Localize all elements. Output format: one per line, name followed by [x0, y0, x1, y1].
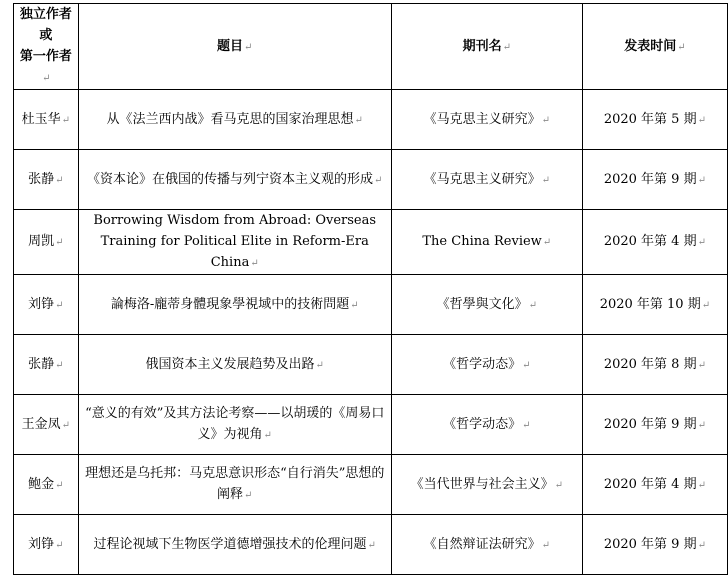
paragraph-mark-icon: ↵ [374, 174, 383, 186]
journal-text: 《自然辩证法研究》 [423, 536, 541, 552]
journal-text: 《当代世界与社会主义》 [410, 476, 554, 492]
paragraph-mark-icon: ↵ [697, 479, 706, 491]
paragraph-mark-icon: ↵ [55, 539, 64, 551]
cell-date [582, 455, 727, 515]
cell-date [582, 515, 727, 575]
paragraph-mark-icon: ↵ [697, 114, 706, 126]
title-text: 过程论视域下生物医学道德增强技术的伦理问题 [93, 536, 367, 552]
paragraph-mark-icon: ↵ [541, 174, 550, 186]
paragraph-mark-icon: ↵ [61, 114, 71, 126]
cell-title [78, 515, 391, 575]
cell-journal [391, 150, 582, 210]
journal-text: 《哲学动态》 [443, 416, 522, 432]
paragraph-mark-icon: ↵ [61, 419, 71, 431]
paragraph-mark-icon: ↵ [250, 258, 259, 269]
paragraph-mark-icon: ↵ [697, 359, 706, 371]
cell-journal [391, 455, 582, 515]
paragraph-mark-icon: ↵ [354, 114, 363, 126]
cell-title [78, 455, 391, 515]
date-text: 2020 年第 8 期 [603, 356, 697, 372]
paragraph-mark-icon: ↵ [554, 479, 563, 491]
title-text: 俄国资本主义发展趋势及出路 [145, 356, 315, 372]
paragraph-mark-icon: ↵ [677, 41, 686, 53]
paragraph-mark-icon: ↵ [528, 299, 537, 311]
cell-author [14, 90, 79, 150]
cell-author [14, 150, 79, 210]
date-text: 2020 年第 4 期 [603, 234, 697, 249]
author-text: 张静 [28, 356, 55, 372]
author-text: 刘铮 [28, 536, 55, 552]
cell-date [582, 395, 727, 455]
header-journal [391, 4, 582, 90]
table-row [14, 150, 728, 210]
author-text: 张静 [28, 171, 55, 187]
paragraph-mark-icon: ↵ [541, 114, 550, 126]
paragraph-mark-icon: ↵ [55, 237, 64, 248]
title-text: 論梅洛-龐蒂身體現象學視域中的技術問題 [110, 296, 350, 312]
date-text: 2020 年第 5 期 [603, 111, 697, 127]
cell-title [78, 90, 391, 150]
date-text: 2020 年第 9 期 [603, 416, 697, 432]
paragraph-mark-icon: ↵ [701, 299, 711, 311]
cell-title [78, 335, 391, 395]
journal-text: 《哲學與文化》 [436, 296, 528, 312]
paragraph-mark-icon: ↵ [522, 359, 531, 371]
journal-text: 《哲学动态》 [443, 356, 522, 372]
header-author-role-line2: 或 [39, 28, 53, 43]
title-text: “意义的有效”及其方法论考察——以胡瑗的《周易口义》为视角 [85, 406, 385, 442]
cell-title [78, 275, 391, 335]
table-row [14, 210, 728, 275]
paragraph-mark-icon: ↵ [697, 419, 706, 431]
cell-date [582, 90, 727, 150]
publications-table [13, 3, 728, 575]
author-text: 杜玉华 [21, 111, 61, 127]
cell-title [78, 210, 391, 275]
cell-date [582, 335, 727, 395]
header-date [582, 4, 727, 90]
cell-author [14, 210, 79, 275]
cell-journal [391, 90, 582, 150]
table-row [14, 395, 728, 455]
header-date-text: 发表时间 [624, 38, 677, 54]
table-row [14, 455, 728, 515]
date-text: 2020 年第 10 期 [599, 296, 701, 312]
table-row [14, 515, 728, 575]
cell-author [14, 455, 79, 515]
date-text: 2020 年第 9 期 [603, 171, 697, 187]
title-text: 理想还是乌托邦：马克思意识形态“自行消失”思想的阐释 [85, 466, 385, 502]
cell-title [78, 150, 391, 210]
paragraph-mark-icon: ↵ [541, 539, 550, 551]
paragraph-mark-icon: ↵ [244, 490, 253, 501]
paragraph-mark-icon: ↵ [350, 299, 359, 311]
header-author-role [14, 4, 79, 90]
cell-date [582, 275, 727, 335]
table-header-row [14, 4, 728, 90]
author-text: 刘铮 [28, 296, 55, 312]
cell-journal [391, 515, 582, 575]
cell-title [78, 395, 391, 455]
paragraph-mark-icon: ↵ [522, 419, 531, 431]
header-journal-text: 期刊名 [462, 38, 502, 54]
cell-journal [391, 335, 582, 395]
journal-text: 《马克思主义研究》 [423, 171, 541, 187]
header-title-text: 题目 [217, 38, 244, 54]
paragraph-mark-icon: ↵ [55, 174, 64, 186]
paragraph-mark-icon: ↵ [502, 41, 511, 53]
paragraph-mark-icon: ↵ [697, 237, 706, 248]
header-author-role-line1: 独立作者 [19, 7, 72, 22]
table-row [14, 335, 728, 395]
paragraph-mark-icon: ↵ [315, 359, 324, 371]
cell-journal [391, 395, 582, 455]
paragraph-mark-icon: ↵ [697, 539, 706, 551]
cell-author [14, 275, 79, 335]
date-text: 2020 年第 4 期 [603, 476, 697, 492]
paragraph-mark-icon: ↵ [263, 430, 272, 441]
cell-author [14, 335, 79, 395]
paragraph-mark-icon: ↵ [367, 539, 376, 551]
journal-text: 《马克思主义研究》 [423, 111, 541, 127]
cell-journal [391, 210, 582, 275]
cell-author [14, 515, 79, 575]
cell-author [14, 395, 79, 455]
paragraph-mark-icon: ↵ [542, 237, 552, 248]
table-row [14, 90, 728, 150]
cell-date [582, 210, 727, 275]
paragraph-mark-icon: ↵ [244, 41, 253, 53]
paragraph-mark-icon: ↵ [697, 174, 706, 186]
header-title [78, 4, 391, 90]
paragraph-mark-icon: ↵ [55, 359, 64, 371]
header-author-role-line3: 第一作者 [19, 49, 72, 64]
cell-journal [391, 275, 582, 335]
author-text: 鲍金 [28, 476, 55, 492]
paragraph-mark-icon: ↵ [55, 479, 64, 491]
author-text: 王金凤 [21, 416, 61, 432]
table-row [14, 275, 728, 335]
title-text: 《资本论》在俄国的传播与列宁资本主义观的形成 [87, 171, 374, 187]
cell-date [582, 150, 727, 210]
journal-text: The China Review [422, 234, 542, 249]
title-text: 从《法兰西内战》看马克思的国家治理思想 [106, 111, 354, 127]
title-text: Borrowing Wisdom from Abroad: Overseas Training for Political Elite in Reform-Era China [93, 213, 377, 270]
paragraph-mark-icon: ↵ [55, 299, 64, 311]
paragraph-mark-icon: ↵ [42, 73, 51, 84]
author-text: 周凯 [28, 234, 55, 249]
date-text: 2020 年第 9 期 [603, 536, 697, 552]
